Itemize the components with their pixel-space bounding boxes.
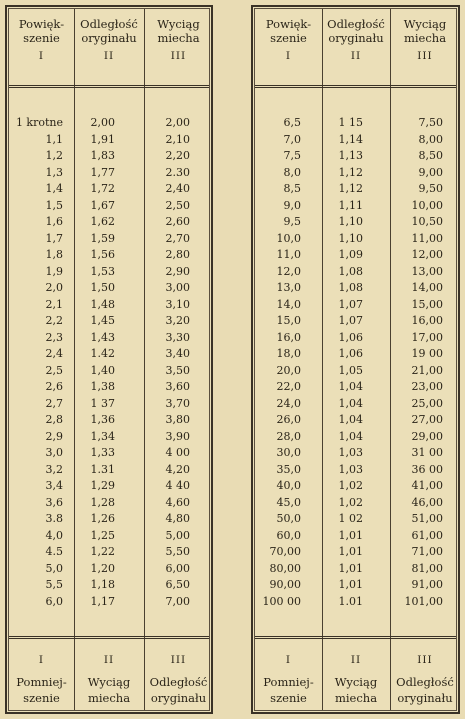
footer-roman: III	[417, 654, 433, 666]
table-cell: 1,67	[90, 198, 115, 212]
table-cell: 1,10	[338, 215, 363, 228]
left-table	[5, 5, 213, 714]
table-cell: 2,6	[45, 380, 63, 393]
table-cell: 3,60	[165, 380, 190, 393]
table-cell: 60,0	[276, 528, 301, 542]
table-cell: 14,0	[276, 297, 301, 311]
table-cell: 1,10	[338, 231, 363, 245]
table-cell: 3,90	[165, 429, 190, 443]
table-cell: 1,04	[338, 429, 363, 443]
table-cell: 1,40	[90, 363, 115, 377]
table-cell: 3,00	[165, 281, 190, 294]
table-cell: 1,33	[90, 446, 115, 459]
table-cell: 1,34	[90, 429, 115, 443]
table-cell: 1,77	[90, 165, 115, 179]
table-cell: 3,50	[165, 363, 190, 377]
table-cell: 10,0	[276, 231, 301, 245]
right-table-footer	[255, 639, 456, 719]
table-cell: 45,0	[276, 495, 301, 509]
table-cell: 1,13	[338, 149, 363, 162]
table-cell: 31 00	[411, 446, 443, 459]
left-table-frame	[8, 8, 210, 711]
table-cell: 1,08	[338, 281, 363, 294]
header-text: miecha	[403, 31, 447, 45]
table-row	[255, 280, 456, 297]
table-cell: 1,12	[338, 165, 363, 179]
table-cell: 1 37	[90, 396, 115, 410]
table-row	[255, 577, 456, 594]
table-cell: 1.31	[90, 462, 115, 476]
header-col-3	[390, 9, 460, 89]
table-cell: 1,06	[338, 347, 363, 360]
table-row	[9, 412, 209, 429]
table-cell: 6,0	[45, 594, 63, 608]
table-row	[9, 330, 209, 347]
table-cell: 3,80	[165, 413, 190, 426]
table-cell: 16,0	[276, 330, 301, 344]
table-cell: 1,17	[90, 594, 115, 608]
table-cell: 1,6	[45, 215, 63, 228]
table-row	[255, 363, 456, 380]
footer-text: oryginału	[150, 691, 207, 705]
table-cell: 7,00	[165, 594, 190, 608]
header-text: szenie	[23, 31, 60, 45]
table-row	[255, 379, 456, 396]
table-cell: 1,1	[45, 132, 63, 146]
table-cell: 4,0	[45, 528, 63, 542]
table-row	[9, 577, 209, 594]
table-row	[255, 462, 456, 479]
table-cell: 2,1	[45, 297, 63, 311]
footer-text: Wyciąg	[87, 675, 131, 689]
table-row	[255, 297, 456, 314]
table-cell: 1,08	[338, 264, 363, 278]
table-row	[255, 247, 456, 264]
table-cell: 1,43	[90, 330, 115, 344]
table-cell: 2,9	[45, 429, 63, 443]
table-row	[255, 445, 456, 462]
footer-text: szenie	[270, 691, 307, 705]
left-table-footer	[9, 639, 209, 719]
header-text: oryginału	[328, 31, 384, 45]
table-cell: 1,83	[90, 149, 115, 162]
table-cell: 2,0	[45, 281, 63, 294]
table-cell: 1,26	[90, 512, 115, 525]
header-text: Odległość	[327, 17, 385, 31]
table-cell: 91,00	[411, 578, 443, 591]
table-cell: 1,04	[338, 380, 363, 393]
table-row	[9, 478, 209, 495]
footer-col-3	[390, 639, 460, 719]
table-cell: 1,72	[90, 182, 115, 195]
table-cell: 30,0	[276, 446, 301, 459]
table-cell: 1,38	[90, 380, 115, 393]
table-row	[9, 462, 209, 479]
table-cell: 1,02	[338, 495, 363, 509]
table-cell: 1,5	[45, 198, 63, 212]
footer-text: miecha	[87, 691, 131, 705]
header-rule	[9, 85, 209, 88]
table-row	[9, 280, 209, 297]
footer-col-2	[322, 639, 390, 719]
table-cell: 10,00	[411, 198, 443, 212]
table-row	[255, 561, 456, 578]
table-cell: 2,8	[45, 413, 63, 426]
table-row	[9, 297, 209, 314]
table-cell: 46,00	[411, 495, 443, 509]
table-cell: 8,0	[283, 165, 301, 179]
table-cell: 15,0	[276, 314, 301, 327]
table-row	[255, 214, 456, 231]
table-row	[9, 379, 209, 396]
table-cell: 3,0	[45, 446, 63, 459]
footer-text: Odległość	[149, 675, 208, 689]
table-cell: 36 00	[411, 462, 443, 476]
table-cell: 3,4	[45, 479, 63, 492]
table-cell: 1,9	[45, 264, 63, 278]
footer-text: szenie	[23, 691, 60, 705]
table-cell: 1,14	[338, 132, 363, 146]
right-table-frame	[254, 8, 457, 711]
table-row	[255, 594, 456, 611]
footer-text: Pomniej-	[263, 675, 314, 689]
table-cell: 81,00	[411, 561, 443, 575]
table-cell: 12,0	[276, 264, 301, 278]
table-cell: 29,00	[411, 429, 443, 443]
table-cell: 10,50	[411, 215, 443, 228]
table-cell: 1,91	[90, 132, 115, 146]
table-cell: 35,0	[276, 462, 301, 476]
table-row	[9, 429, 209, 446]
table-cell: 3,40	[165, 347, 190, 360]
table-cell: 7,50	[418, 116, 443, 129]
table-row	[255, 148, 456, 165]
table-cell: 1,04	[338, 413, 363, 426]
table-cell: 2,60	[165, 215, 190, 228]
table-cell: 9,50	[418, 182, 443, 195]
table-cell: 90,00	[269, 578, 301, 591]
table-row	[255, 544, 456, 561]
table-cell: 1 15	[338, 116, 363, 129]
table-cell: 4,60	[165, 495, 190, 509]
table-cell: 1.01	[338, 594, 363, 608]
table-row	[9, 561, 209, 578]
table-cell: 1,45	[90, 314, 115, 327]
table-cell: 1,7	[45, 231, 63, 245]
table-cell: 12,00	[411, 248, 443, 261]
table-cell: 3.8	[45, 512, 63, 525]
table-row	[9, 511, 209, 528]
table-row	[9, 231, 209, 248]
header-col-3	[144, 9, 213, 89]
header-text: Odległość	[80, 17, 138, 31]
footer-col-1	[9, 639, 74, 719]
table-cell: 16,00	[411, 314, 443, 327]
table-row	[9, 346, 209, 363]
table-cell: 1,59	[90, 231, 115, 245]
table-cell: 1,03	[338, 446, 363, 459]
table-row	[9, 594, 209, 611]
table-cell: 14,00	[411, 281, 443, 294]
table-cell: 2,00	[165, 116, 190, 129]
table-cell: 26,0	[276, 413, 301, 426]
table-cell: 27,00	[411, 413, 443, 426]
table-cell: 2,50	[165, 198, 190, 212]
header-col-2	[74, 9, 144, 89]
table-row	[255, 115, 456, 132]
table-cell: 4 00	[165, 446, 190, 459]
table-cell: 9,5	[283, 215, 301, 228]
right-table	[251, 5, 460, 714]
table-cell: 5,50	[165, 545, 190, 558]
header-col-1	[255, 9, 322, 89]
table-cell: 5,0	[45, 561, 63, 575]
table-row	[255, 346, 456, 363]
table-row	[9, 165, 209, 182]
table-cell: 1,25	[90, 528, 115, 542]
header-text: oryginału	[81, 31, 137, 45]
table-cell: 17,00	[411, 330, 443, 344]
table-cell: 71,00	[411, 545, 443, 558]
table-cell: 4,20	[165, 462, 190, 476]
table-cell: 1,62	[90, 215, 115, 228]
table-cell: 2.30	[165, 165, 190, 179]
table-cell: 1,48	[90, 297, 115, 311]
table-row	[9, 214, 209, 231]
header-col-1	[9, 9, 74, 89]
table-row	[255, 165, 456, 182]
table-cell: 4.5	[45, 545, 63, 558]
footer-roman: I	[285, 654, 292, 666]
table-cell: 1,29	[90, 479, 115, 492]
table-cell: 40,0	[276, 479, 301, 492]
footer-col-3	[144, 639, 213, 719]
table-cell: 1,05	[338, 363, 363, 377]
table-cell: 4 40	[165, 479, 190, 492]
footer-roman: II	[350, 654, 362, 666]
table-row	[9, 528, 209, 545]
table-cell: 1,20	[90, 561, 115, 575]
table-cell: 1,3	[45, 165, 63, 179]
table-cell: 1,09	[338, 248, 363, 261]
table-row	[9, 495, 209, 512]
header-text: Powięk-	[265, 17, 312, 31]
table-cell: 21,00	[411, 363, 443, 377]
table-row	[255, 511, 456, 528]
header-roman: I	[38, 50, 45, 62]
table-cell: 8,00	[418, 132, 443, 146]
footer-col-1	[255, 639, 322, 719]
table-row	[9, 198, 209, 215]
table-cell: 2,40	[165, 182, 190, 195]
header-roman: II	[350, 50, 362, 62]
table-cell: 2,4	[45, 347, 63, 360]
table-cell: 24,0	[276, 396, 301, 410]
header-roman: III	[170, 50, 187, 62]
table-cell: 1,01	[338, 528, 363, 542]
table-cell: 100 00	[262, 594, 301, 608]
table-cell: 1,2	[45, 149, 63, 162]
header-text: szenie	[270, 31, 307, 45]
table-cell: 11,0	[276, 248, 301, 261]
table-cell: 1,50	[90, 281, 115, 294]
table-cell: 9,00	[418, 165, 443, 179]
table-row	[255, 231, 456, 248]
table-cell: 1,11	[338, 198, 363, 212]
table-cell: 1,07	[338, 314, 363, 327]
table-row	[255, 429, 456, 446]
table-cell: 23,00	[411, 380, 443, 393]
table-cell: 1,01	[338, 561, 363, 575]
table-cell: 2,00	[90, 116, 115, 129]
table-cell: 61,00	[411, 528, 443, 542]
table-cell: 1,18	[90, 578, 115, 591]
footer-text: Odległość	[396, 675, 454, 689]
table-cell: 1 02	[338, 512, 363, 525]
table-row	[255, 478, 456, 495]
table-cell: 3,30	[165, 330, 190, 344]
table-cell: 1,4	[45, 182, 63, 195]
table-cell: 2,5	[45, 363, 63, 377]
header-text: Wyciąg	[403, 17, 447, 31]
table-row	[9, 148, 209, 165]
table-cell: 9,0	[283, 198, 301, 212]
table-row	[255, 132, 456, 149]
table-row	[255, 528, 456, 545]
table-cell: 28,0	[276, 429, 301, 443]
table-cell: 50,0	[276, 512, 301, 525]
table-cell: 41,00	[411, 479, 443, 492]
table-cell: 4,80	[165, 512, 190, 525]
table-cell: 1.42	[90, 347, 115, 360]
header-text: miecha	[157, 31, 200, 45]
table-row	[255, 330, 456, 347]
table-cell: 3,20	[165, 314, 190, 327]
table-cell: 2,7	[45, 396, 63, 410]
table-cell: 2,70	[165, 231, 190, 245]
table-cell: 7,0	[283, 132, 301, 146]
table-cell: 1,03	[338, 462, 363, 476]
header-text: Wyciąg	[157, 17, 200, 31]
table-cell: 2,3	[45, 330, 63, 344]
table-row	[9, 363, 209, 380]
footer-text: Pomniej-	[16, 675, 67, 689]
footer-text: miecha	[334, 691, 378, 705]
table-cell: 1,22	[90, 545, 115, 558]
left-table-header	[9, 9, 209, 89]
header-roman: I	[285, 50, 292, 62]
table-cell: 7,5	[283, 149, 301, 162]
footer-roman: II	[103, 654, 115, 666]
table-row	[255, 313, 456, 330]
header-text: Powięk-	[18, 17, 65, 31]
table-cell: 5,5	[45, 578, 63, 591]
table-cell: 1,04	[338, 396, 363, 410]
table-cell: 1,8	[45, 248, 63, 261]
table-row	[9, 313, 209, 330]
table-cell: 3,2	[45, 462, 63, 476]
table-cell: 1,01	[338, 578, 363, 591]
table-cell: 6,50	[165, 578, 190, 591]
table-cell: 18,0	[276, 347, 301, 360]
table-row	[255, 495, 456, 512]
header-roman: II	[103, 50, 115, 62]
footer-text: Wyciąg	[334, 675, 378, 689]
table-cell: 1,02	[338, 479, 363, 492]
table-row	[9, 445, 209, 462]
footer-roman: III	[170, 654, 187, 666]
table-row	[255, 412, 456, 429]
table-cell: 13,0	[276, 281, 301, 294]
table-cell: 2,80	[165, 248, 190, 261]
table-cell: 2,20	[165, 149, 190, 162]
table-cell: 1,06	[338, 330, 363, 344]
table-cell: 101,00	[404, 594, 443, 608]
table-cell: 6,00	[165, 561, 190, 575]
table-cell: 5,00	[165, 528, 190, 542]
footer-roman: I	[38, 654, 45, 666]
table-cell: 8,50	[418, 149, 443, 162]
table-cell: 3,70	[165, 396, 190, 410]
table-cell: 6,5	[283, 116, 301, 129]
table-cell: 1,28	[90, 495, 115, 509]
table-row	[255, 264, 456, 281]
table-row	[9, 544, 209, 561]
footer-col-2	[74, 639, 144, 719]
header-col-2	[322, 9, 390, 89]
table-row	[255, 396, 456, 413]
table-cell: 2,2	[45, 314, 63, 327]
table-cell: 20,0	[276, 363, 301, 377]
table-row	[9, 115, 209, 132]
table-cell: 3,10	[165, 297, 190, 311]
table-cell: 3,6	[45, 495, 63, 509]
table-cell: 1,12	[338, 182, 363, 195]
right-table-header	[255, 9, 456, 89]
table-cell: 2,90	[165, 264, 190, 278]
table-cell: 80,00	[269, 561, 301, 575]
table-cell: 25,00	[411, 396, 443, 410]
table-cell: 22,0	[276, 380, 301, 393]
table-row	[9, 132, 209, 149]
table-row	[9, 396, 209, 413]
table-cell: 1 krotne	[15, 116, 63, 129]
footer-text: oryginału	[397, 691, 453, 705]
table-cell: 1,53	[90, 264, 115, 278]
table-cell: 19 00	[411, 347, 443, 360]
header-rule	[255, 85, 456, 88]
table-cell: 1,36	[90, 413, 115, 426]
table-row	[9, 247, 209, 264]
table-row	[255, 198, 456, 215]
table-cell: 2,10	[165, 132, 190, 146]
table-cell: 1,56	[90, 248, 115, 261]
table-cell: 1,01	[338, 545, 363, 558]
table-cell: 11,00	[411, 231, 443, 245]
header-roman: III	[417, 50, 433, 62]
table-cell: 51,00	[411, 512, 443, 525]
table-cell: 13,00	[411, 264, 443, 278]
table-row	[9, 181, 209, 198]
table-cell: 1,07	[338, 297, 363, 311]
table-row	[9, 264, 209, 281]
table-cell: 70,00	[269, 545, 301, 558]
table-cell: 15,00	[411, 297, 443, 311]
table-cell: 8,5	[283, 182, 301, 195]
table-row	[255, 181, 456, 198]
